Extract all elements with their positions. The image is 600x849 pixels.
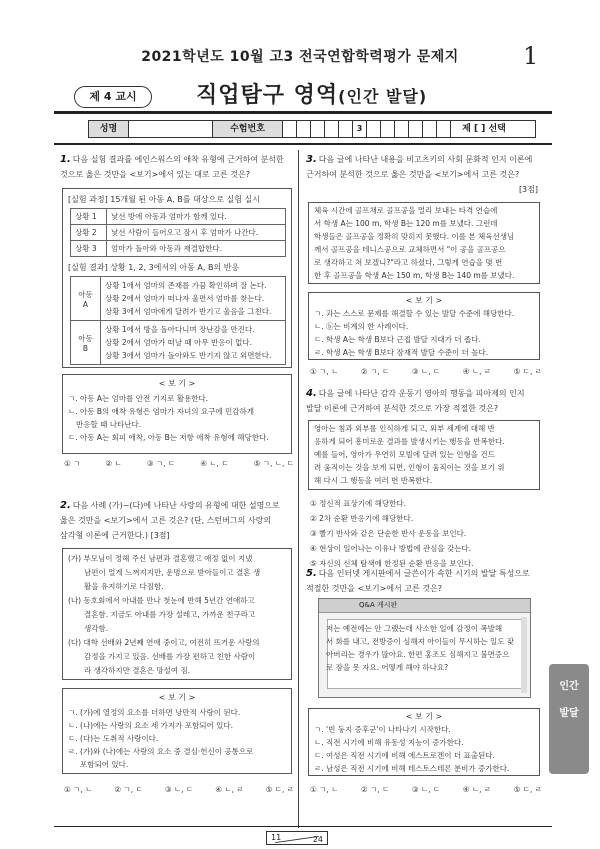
exam-number-cell[interactable] [381, 121, 395, 137]
post-line: 아버리는 경우가 많아요. 한편 홍조도 심해지고 불면증으 [326, 650, 510, 659]
exam-number-cell[interactable] [325, 121, 339, 137]
condition-name: 상황 2 [71, 225, 107, 241]
bogi-title: < 보 기 > [158, 379, 196, 388]
answer-choices [310, 366, 542, 377]
case-line: 생각함. [84, 624, 109, 633]
exam-number-cell[interactable] [395, 121, 409, 137]
choice-3[interactable]: ③ ㄴ, ㄷ [411, 785, 441, 794]
bogi-item: 반응할 때 나타난다. [76, 420, 142, 429]
child-label: 아동 B [71, 321, 101, 365]
footer-rule [54, 826, 552, 827]
info-rule [54, 143, 552, 145]
choice-1[interactable]: ① ㄱ, ㄴ [310, 367, 339, 376]
bogi-item: ㄴ. (나)에는 사랑의 요소 세 가지가 포함되어 있다. [68, 721, 233, 730]
bogi-item: ㄱ. '빈 둥지 증후군'이 나타나기 시작한다. [314, 725, 451, 734]
passage-line: 응하게 되어 흥미로운 결과를 발생시키는 행동을 반복한다. [314, 437, 505, 446]
result-line: 상황 1에서 방을 돌아다니며 장난감을 만진다. [105, 325, 255, 334]
passage-line: 예를 들어, 영아가 우연히 모빌에 달려 있는 인형을 건드 [314, 450, 495, 459]
bogi-item: ㄴ. 직전 시기에 비해 유동성 지능이 증가한다. [314, 738, 464, 747]
choice-1[interactable]: ① ㄱ, ㄴ [64, 785, 93, 794]
passage-line: 려 움직이는 것을 보게 되면, 인형이 움직이는 것을 보기 위 [314, 463, 505, 472]
case-line: 활을 유지하기로 다짐함. [84, 582, 164, 591]
side-tab-line: 인간 [559, 681, 579, 692]
passage-line: 영아는 침과 외부를 인식하게 되고, 외부 세계에 대해 반 [314, 424, 495, 433]
condition-name: 상황 1 [71, 209, 107, 225]
result-line: 상황 3에서 엄마가 돌아와도 반기지 않고 외면한다. [105, 351, 272, 360]
option-1[interactable]: ① 정신적 표상기에 해당한다. [310, 499, 406, 508]
child-label: 아동 A [71, 277, 101, 321]
post-line: 로 잠을 못 자요. 어떻게 해야 하나요? [326, 663, 449, 672]
question-text: 다음 인터넷 게시판에서 글쓴이가 속한 시기의 발달 특성으로 [318, 569, 530, 578]
bogi-list [68, 706, 290, 771]
choice-5[interactable]: ⑤ ㄷ, ㄹ [513, 367, 542, 376]
result-cell [101, 277, 286, 321]
case-line: 라 생각하지만 결혼은 망설여 짐. [84, 666, 191, 675]
question-text: 삼각형 이론에 근거한다.) [3점] [60, 531, 170, 540]
board-title: Q&A 게시판 [319, 599, 530, 613]
exam-number-fixed-digit: 3 [353, 121, 367, 137]
bogi-item: ㄱ. (가)에 열정의 요소를 더하면 낭만적 사랑이 된다. [68, 708, 241, 717]
passage-line: 서 학생 A는 100 m, 학생 B는 120 m를 보냈다. 그런데 [314, 219, 498, 228]
passage-line: 한 후 골프공을 학생 A는 150 m, 학생 B는 140 m를 보냈다. [314, 271, 515, 280]
choice-2[interactable]: ② ㄱ, ㄷ [360, 785, 390, 794]
question-text: 다음 사례 (가)~(다)에 나타난 사랑의 유형에 대한 설명으로 [72, 501, 280, 510]
condition-table [70, 208, 286, 257]
option-2[interactable]: ② 2차 순환 반응기에 해당한다. [310, 514, 414, 523]
result-line: 상황 1에서 엄마의 존재를 가끔 확인하며 잘 논다. [105, 281, 267, 290]
bogi-title: < 보 기 > [405, 296, 443, 305]
choice-5[interactable]: ⑤ ㄷ, ㄹ [513, 785, 542, 794]
choice-3[interactable]: ③ ㄴ, ㄷ [411, 367, 441, 376]
bogi-item: ㄷ. 아동 A는 회피 애착, 아동 B는 저항 애착 유형에 해당한다. [68, 433, 269, 442]
choice-3[interactable]: ③ ㄴ, ㄷ [164, 785, 194, 794]
result-table [70, 276, 286, 365]
exam-number-cell[interactable] [367, 121, 381, 137]
bogi-item: ㄱ. 아동 A는 엄마를 안전 기지로 활용한다. [68, 394, 209, 403]
bogi-title: < 보 기 > [158, 693, 196, 702]
option-5[interactable]: ⑤ 자신의 신체 탐색에 한정된 순환 반응을 보인다. [310, 559, 474, 568]
case-line: (다) 대학 선배와 2년째 연애 중이고, 여전히 뜨거운 사랑의 [68, 638, 260, 647]
result-line: 상황 2에서 엄마가 떠날 때 아무 반응이 없다. [105, 338, 253, 347]
question-text: 적절한 것만을 <보기>에서 고른 것은? [306, 584, 443, 593]
passage-line: 체육 시간에 골프채로 골프공을 멀리 보내는 타격 연습에 [314, 206, 498, 215]
subject-side-tab [549, 664, 589, 774]
table-row [71, 209, 286, 225]
answer-choices [310, 784, 542, 795]
question-text: 발달 이론에 근거하여 분석한 것으로 가장 적절한 것은? [306, 404, 499, 413]
passage-line: 로 생각하고 쳐 보겠니?"라고 하셨다. 그렇게 연습을 몇 번 [314, 258, 503, 267]
current-page: 11 [271, 833, 282, 842]
question-number: 4. [306, 388, 317, 399]
condition-name: 상황 3 [71, 241, 107, 257]
question-number: 3. [306, 154, 317, 165]
answer-choices [64, 458, 294, 469]
table-row [71, 225, 286, 241]
question-number: 5. [306, 568, 317, 579]
info-bar [88, 120, 536, 138]
choice-5[interactable]: ⑤ ㄱ, ㄴ, ㄷ [253, 459, 294, 468]
procedure-title: [실험 과정] 15개월 된 아동 A, B를 대상으로 실험 실시 [68, 195, 260, 204]
option-list [310, 496, 538, 571]
header-rule [54, 111, 552, 114]
subject-name: 직업탐구 영역 [196, 83, 339, 108]
exam-number-cell[interactable] [423, 121, 437, 137]
question-text: 것으로 옳은 것만을 <보기>에서 있는 대로 고른 것은? [60, 170, 251, 179]
question-1 [60, 152, 292, 182]
bogi-item: ㄹ. 학생 A는 학생 B보다 잠재적 발달 수준이 더 높다. [314, 348, 489, 357]
question-text: 근거하여 분석한 것으로 옳은 것만을 <보기>에서 고른 것은? [306, 170, 520, 179]
bogi-item: ㄷ. 학생 A는 학생 B보다 근접 발달 지대가 더 좁다. [314, 335, 481, 344]
table-row [71, 277, 286, 321]
bogi-item: ㄹ. (가)와 (나)에는 사랑의 요소 중 결심·헌신이 공통으로 [68, 747, 254, 756]
condition-desc: 낯선 사람이 들어오고 잠시 후 엄마가 나간다. [107, 225, 286, 241]
footer-page-indicator [266, 831, 328, 847]
exam-number-cell[interactable] [437, 121, 451, 137]
post-text [326, 622, 522, 674]
exam-number-cell[interactable] [283, 121, 297, 137]
case-line: 감정을 가지고 있음. 선배를 가장 편하고 친한 사람이 [84, 652, 256, 661]
result-cell [101, 321, 286, 365]
post-line: 저는 예전에는 안 그랬는데 사소한 일에 감정이 폭발해 [326, 624, 503, 633]
bogi-title: < 보 기 > [405, 712, 443, 721]
subject-subtitle: (인간 발달) [338, 87, 428, 106]
question-text: 다음 글에 나타난 감각 운동기 영아의 행동을 피아제의 인지 [318, 389, 525, 398]
exam-number-cell[interactable] [297, 121, 311, 137]
bogi-item: ㄹ. 남성은 직전 시기에 비해 테스토스테론 분비가 증가한다. [314, 764, 510, 773]
passage [314, 422, 538, 487]
passage-line: 해 다시 그 행동을 여러 번 반복한다. [314, 476, 433, 485]
post-line: 서 화를 내고, 전방증이 심해져 아이들이 무시하는 일도 잦 [326, 637, 515, 646]
choice-1[interactable]: ① ㄱ [64, 459, 81, 468]
question-number: 2. [60, 500, 71, 511]
choice-4[interactable]: ④ ㄴ, ㄹ [462, 785, 492, 794]
choice-3[interactable]: ③ ㄱ, ㄷ [146, 459, 176, 468]
choice-1[interactable]: ① ㄱ, ㄴ [310, 785, 339, 794]
choice-4[interactable]: ④ ㄴ, ㄹ [462, 367, 492, 376]
page-number: 1 [523, 42, 539, 70]
case-list [68, 552, 290, 678]
case-line: 결혼함. 지금도 아내를 가장 설레고, 가까운 친구라고 [84, 610, 256, 619]
bogi-item: 포함되어 있다. [80, 760, 129, 769]
case-line: (가) 부모님이 정해 주신 남편과 결혼했고 애정 없이 지냈 [68, 554, 253, 563]
passage-line: 학생들은 골프공을 정확히 맞히지 못했다. 이를 본 체육선생님 [314, 232, 515, 241]
question-text: 다음 실험 결과를 에인스워스의 애착 유형에 근거하여 분석한 [72, 155, 284, 164]
answer-choices [64, 784, 294, 795]
name-field[interactable] [129, 121, 213, 137]
option-3[interactable]: ③ 빨기 반사와 같은 단순한 반사 운동을 보인다. [310, 529, 467, 538]
option-4[interactable]: ④ 현상이 일어나는 이유나 방법에 관심을 갖는다. [310, 544, 472, 553]
table-row [71, 321, 286, 365]
question-2 [60, 498, 292, 543]
name-label: 성명 [89, 121, 129, 137]
exam-number-cell[interactable] [339, 121, 353, 137]
choice-4[interactable]: ④ ㄴ, ㄹ [215, 785, 244, 794]
bogi-list [68, 392, 290, 444]
question-3 [306, 152, 538, 197]
result-title: [실험 결과] 상황 1, 2, 3에서의 아동 A, B의 반응 [68, 263, 240, 272]
question-4 [306, 386, 538, 416]
result-line: 상황 2에서 엄마가 떠나자 울면서 엄마를 찾는다. [105, 294, 265, 303]
side-tab-line: 발달 [559, 708, 579, 719]
exam-number-cell[interactable] [311, 121, 325, 137]
exam-number-cell[interactable] [409, 121, 423, 137]
case-line: (나) 동호회에서 아내를 만나 첫눈에 반해 5년간 연애하고 [68, 596, 255, 605]
choice-5[interactable]: ⑤ ㄷ, ㄹ [265, 785, 294, 794]
bogi-item: ㄷ. (다)는 도취적 사랑이다. [68, 734, 159, 743]
bogi-list [314, 723, 538, 775]
bogi-item: ㄱ. 과는 스스로 문제를 해결할 수 있는 발달 수준에 해당한다. [314, 309, 515, 318]
question-5 [306, 566, 538, 596]
choice-label: 제 [ ] 선택 [451, 121, 517, 137]
question-number: 1. [60, 154, 71, 165]
passage [314, 204, 536, 282]
page-title: 2021학년도 10월 고3 전국연합학력평가 문제지 [141, 49, 459, 65]
period-badge: 제 4 교시 [74, 86, 152, 108]
bogi-item: ㄷ. 여성은 직전 시기에 비해 에스트로겐이 더 표출된다. [314, 751, 495, 760]
result-line: 상황 3에서 엄마에게 달려가 반기고 울음을 그친다. [105, 307, 272, 316]
bogi-item: ㄴ. 아동 B의 애착 유형은 엄마가 자녀의 요구에 민감하게 [68, 407, 254, 416]
table-row [71, 241, 286, 257]
bogi-list [314, 307, 538, 359]
condition-desc: 엄마가 돌아와 아동과 재결합한다. [107, 241, 286, 257]
passage-line: 께서 골프공을 테니스공으로 교체하면서 "이 공을 골프공으 [314, 245, 506, 254]
choice-2[interactable]: ② ㄴ [105, 459, 122, 468]
column-divider [298, 150, 299, 828]
condition-desc: 낯선 방에 아동과 엄마가 함께 있다. [107, 209, 286, 225]
exam-number-label: 수험번호 [213, 121, 283, 137]
total-pages: 24 [312, 835, 323, 844]
points: [3점] [518, 185, 538, 194]
choice-2[interactable]: ② ㄱ, ㄷ [360, 367, 390, 376]
choice-2[interactable]: ② ㄱ, ㄷ [114, 785, 143, 794]
page-fraction-box [266, 831, 328, 845]
choice-4[interactable]: ④ ㄴ, ㄷ [200, 459, 229, 468]
question-text: 옳은 것만을 <보기>에서 고른 것은? (단, 스턴버그의 사랑의 [60, 516, 272, 525]
subject-title [196, 78, 427, 109]
case-line: 남편이 멀게 느껴지지만, 운명으로 받아들이고 결혼 생 [84, 568, 261, 577]
question-text: 다음 글에 나타난 내용을 비고츠키의 사회 문화적 인지 이론에 [318, 155, 533, 164]
bogi-item: ㄴ. ⓑ는 비계의 한 사례이다. [314, 322, 409, 331]
